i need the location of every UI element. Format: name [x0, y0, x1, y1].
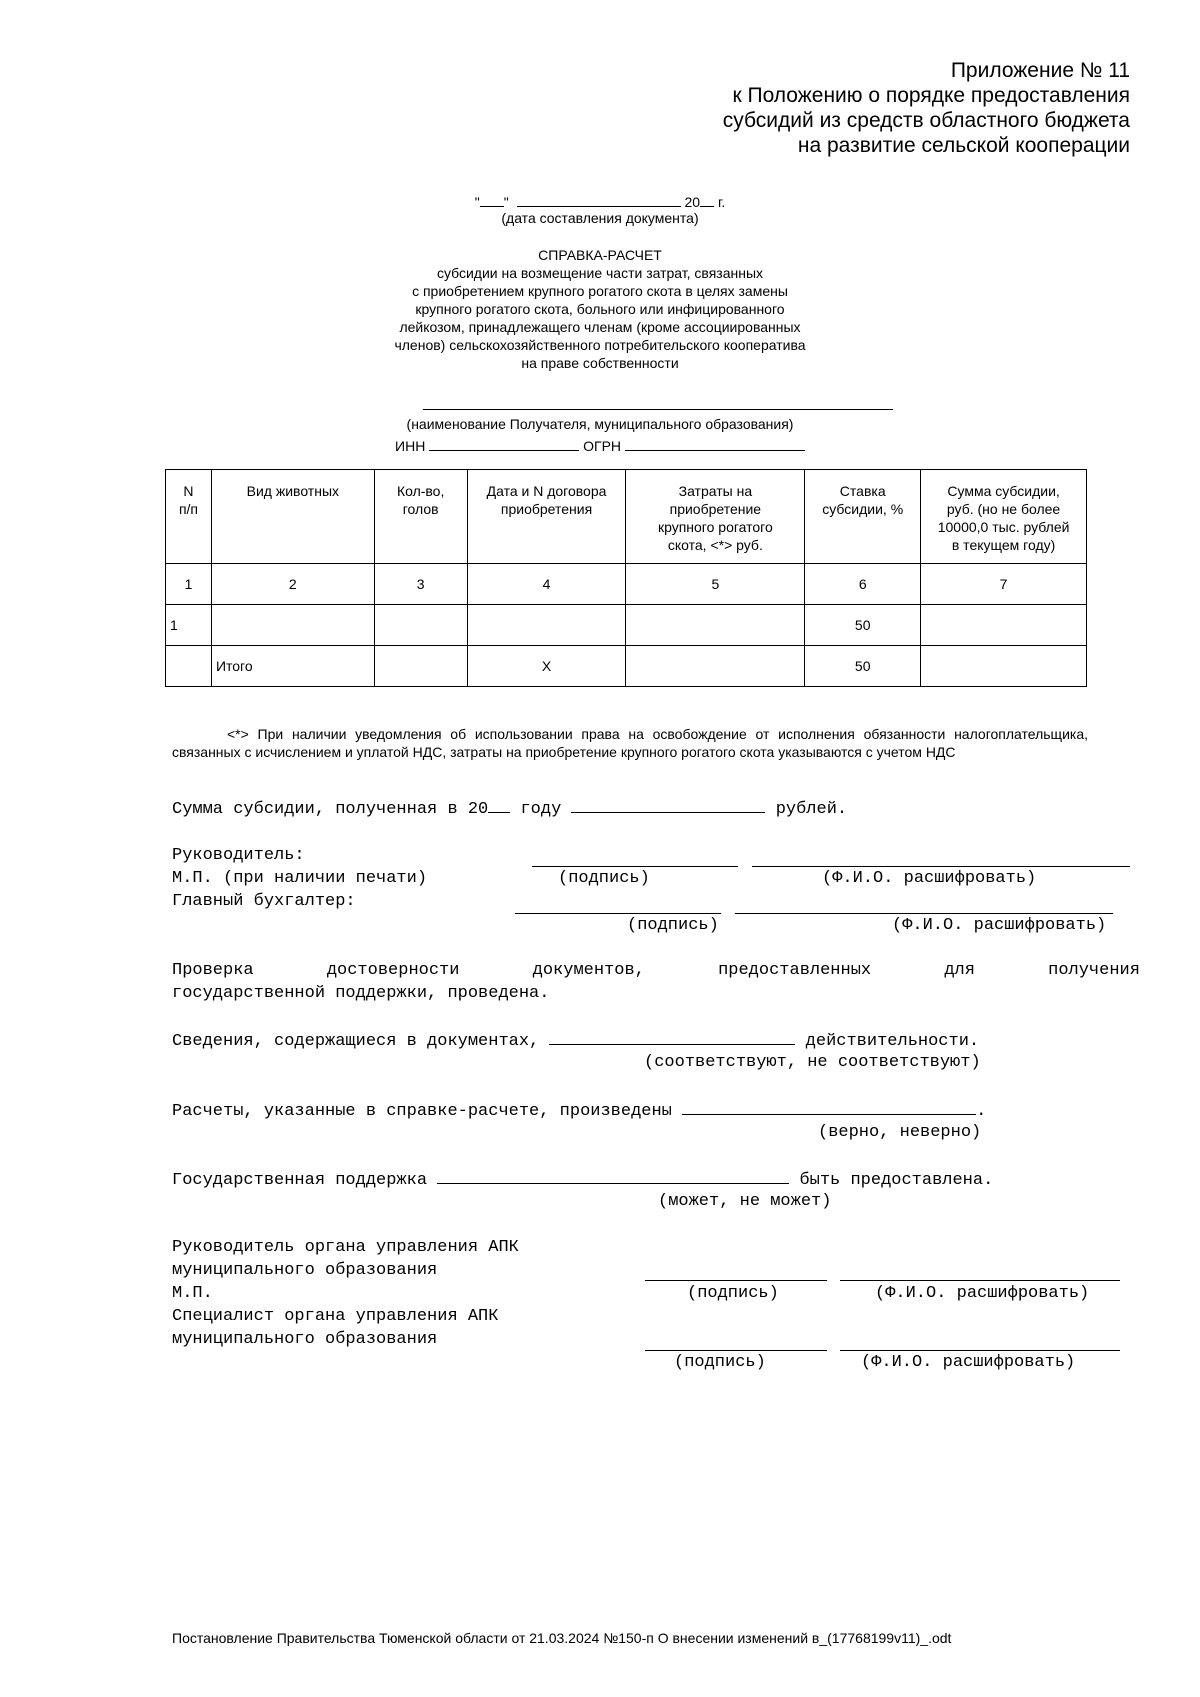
accountant-name-blank — [735, 913, 1113, 914]
name-caption: (Ф.И.О. расшифровать) — [875, 1284, 1090, 1303]
column-number: 4 — [467, 564, 626, 605]
year-blank — [700, 190, 714, 207]
annex-number: Приложение № 11 — [950, 59, 1130, 82]
column-number: 7 — [921, 564, 1087, 605]
column-number-row — [166, 564, 1087, 605]
date-caption: (дата составления документа) — [501, 210, 699, 226]
inn-ogrn-line — [300, 434, 900, 454]
ogrn-label: ОГРН — [583, 438, 622, 454]
column-number: 6 — [805, 564, 921, 605]
stamp-label: М.П. (при наличии печати) — [172, 869, 428, 888]
table-cell — [374, 646, 467, 687]
calc-caption: (верно, неверно) — [818, 1123, 982, 1142]
calc-blank — [682, 1100, 976, 1115]
support-line: Государственная поддержка быть предоставлена. — [172, 1171, 994, 1190]
table-cell — [626, 646, 805, 687]
head-name-blank — [752, 866, 1130, 867]
name-caption: (Ф.И.О. расшифровать) — [892, 916, 1107, 935]
signature-caption: (подпись) — [674, 1353, 766, 1372]
signature-caption: (подпись) — [558, 869, 650, 888]
head-label: Руководитель: — [172, 846, 305, 865]
day-blank — [480, 190, 504, 207]
header-cell: Вид животных — [211, 470, 374, 564]
header-cell: N п/п — [166, 470, 212, 564]
annex-ref-line: к Положению о порядке предоставления — [732, 84, 1130, 107]
table-cell — [211, 605, 374, 646]
quote-mark: " — [503, 194, 509, 210]
name-caption: (Ф.И.О. расшифровать) — [822, 869, 1037, 888]
support-blank — [437, 1169, 789, 1184]
apk-head-label: муниципального образования — [172, 1261, 438, 1280]
table-cell — [467, 605, 626, 646]
table-cell — [374, 605, 467, 646]
verification-line: государственной поддержки, проведена. — [172, 984, 550, 1003]
header-cell: Кол-во, голов — [374, 470, 467, 564]
table-cell: 1 — [166, 605, 212, 646]
table-cell: X — [467, 646, 626, 687]
year-suffix: г. — [717, 194, 726, 210]
subsidy-sum-line: Сумма субсидии, полученная в 20 году рублей. — [172, 800, 848, 819]
table-cell — [626, 605, 805, 646]
month-blank — [517, 190, 681, 207]
quote-mark: " — [474, 194, 480, 210]
info-caption: (соответствуют, не соответствуют) — [644, 1053, 981, 1072]
column-number: 3 — [374, 564, 467, 605]
apk-spec-label: Специалист органа управления АПК — [172, 1307, 499, 1326]
sum-blank — [571, 798, 765, 813]
document-date — [300, 190, 900, 210]
annex-header — [723, 58, 1130, 158]
title-heading: СПРАВКА-РАСЧЕТ — [538, 247, 662, 263]
apk-head-name-blank — [840, 1280, 1120, 1281]
recipient-caption: (наименование Получателя, муниципального образования) — [406, 416, 794, 432]
column-number: 5 — [626, 564, 805, 605]
info-blank — [549, 1030, 795, 1045]
calculation-table — [165, 469, 1087, 687]
table-cell: 50 — [805, 605, 921, 646]
table-total-row — [166, 646, 1087, 687]
table-row — [166, 605, 1087, 646]
table-header-row — [166, 470, 1087, 564]
signature-caption: (подпись) — [627, 916, 719, 935]
footnote — [172, 725, 1088, 761]
document-title — [300, 246, 900, 372]
header-cell: Затраты на приобретение крупного рогатого скота, <*> руб. — [626, 470, 805, 564]
table-cell — [921, 605, 1087, 646]
table-cell: 50 — [805, 646, 921, 687]
support-caption: (может, не может) — [658, 1192, 832, 1211]
table-cell: Итого — [211, 646, 374, 687]
inn-blank — [429, 434, 579, 451]
title-line: членов) сельскохозяйственного потребительского кооператива — [394, 337, 806, 353]
head-signature-blank — [532, 866, 738, 867]
info-line: Сведения, содержащиеся в документах, действительности. — [172, 1032, 980, 1051]
year-blank — [488, 798, 510, 813]
header-cell: Сумма субсидии, руб. (но не более 10000,0 тыс. рублей в текущем году) — [921, 470, 1087, 564]
title-line: крупного рогатого скота, больного или инфицированного — [415, 301, 785, 317]
ogrn-blank — [625, 434, 805, 451]
apk-spec-name-blank — [840, 1350, 1120, 1351]
chief-accountant-label: Главный бухгалтер: — [172, 892, 356, 911]
apk-stamp-label: М.П. — [172, 1284, 213, 1303]
apk-spec-signature-blank — [645, 1350, 827, 1351]
header-cell: Дата и N договора приобретения — [467, 470, 626, 564]
apk-spec-label: муниципального образования — [172, 1330, 438, 1349]
table-cell — [166, 646, 212, 687]
annex-ref-line: субсидий из средств областного бюджета — [722, 109, 1130, 132]
title-line: на праве собственности — [521, 355, 679, 371]
calc-line: Расчеты, указанные в справке-расчете, произведены . — [172, 1102, 987, 1121]
column-number: 1 — [166, 564, 212, 605]
inn-label: ИНН — [395, 438, 426, 454]
title-line: с приобретением крупного рогатого скота в целях замены — [412, 283, 788, 299]
signature-caption: (подпись) — [687, 1284, 779, 1303]
name-caption: (Ф.И.О. расшифровать) — [861, 1353, 1076, 1372]
year-prefix: 20 — [684, 194, 701, 210]
footnote-text: <*> При наличии уведомления об использовании права на освобождение от исполнения обязанности налогоплательщика, связанных с исчислением и уплатой НДС, затраты на приобретение крупного рогатого скота указываются с учетом НДС — [172, 726, 1088, 760]
header-cell: Ставка субсидии, % — [805, 470, 921, 564]
title-line: субсидии на возмещение части затрат, связанных — [436, 265, 764, 281]
title-line: лейкозом, принадлежащего членам (кроме ассоциированных — [399, 319, 801, 335]
recipient-blank — [423, 409, 893, 410]
column-number: 2 — [211, 564, 374, 605]
page-footer: Постановление Правительства Тюменской области от 21.03.2024 №150-п О внесении изменений в_(17768199v11)_.odt — [172, 1630, 952, 1646]
annex-ref-line: на развитие сельской кооперации — [797, 134, 1130, 157]
apk-head-signature-blank — [645, 1280, 827, 1281]
accountant-signature-blank — [515, 913, 721, 914]
apk-head-label: Руководитель органа управления АПК — [172, 1238, 519, 1257]
table-cell — [921, 646, 1087, 687]
verification-line: Проверка достоверности документов, предоставленных для получения — [172, 961, 1140, 980]
